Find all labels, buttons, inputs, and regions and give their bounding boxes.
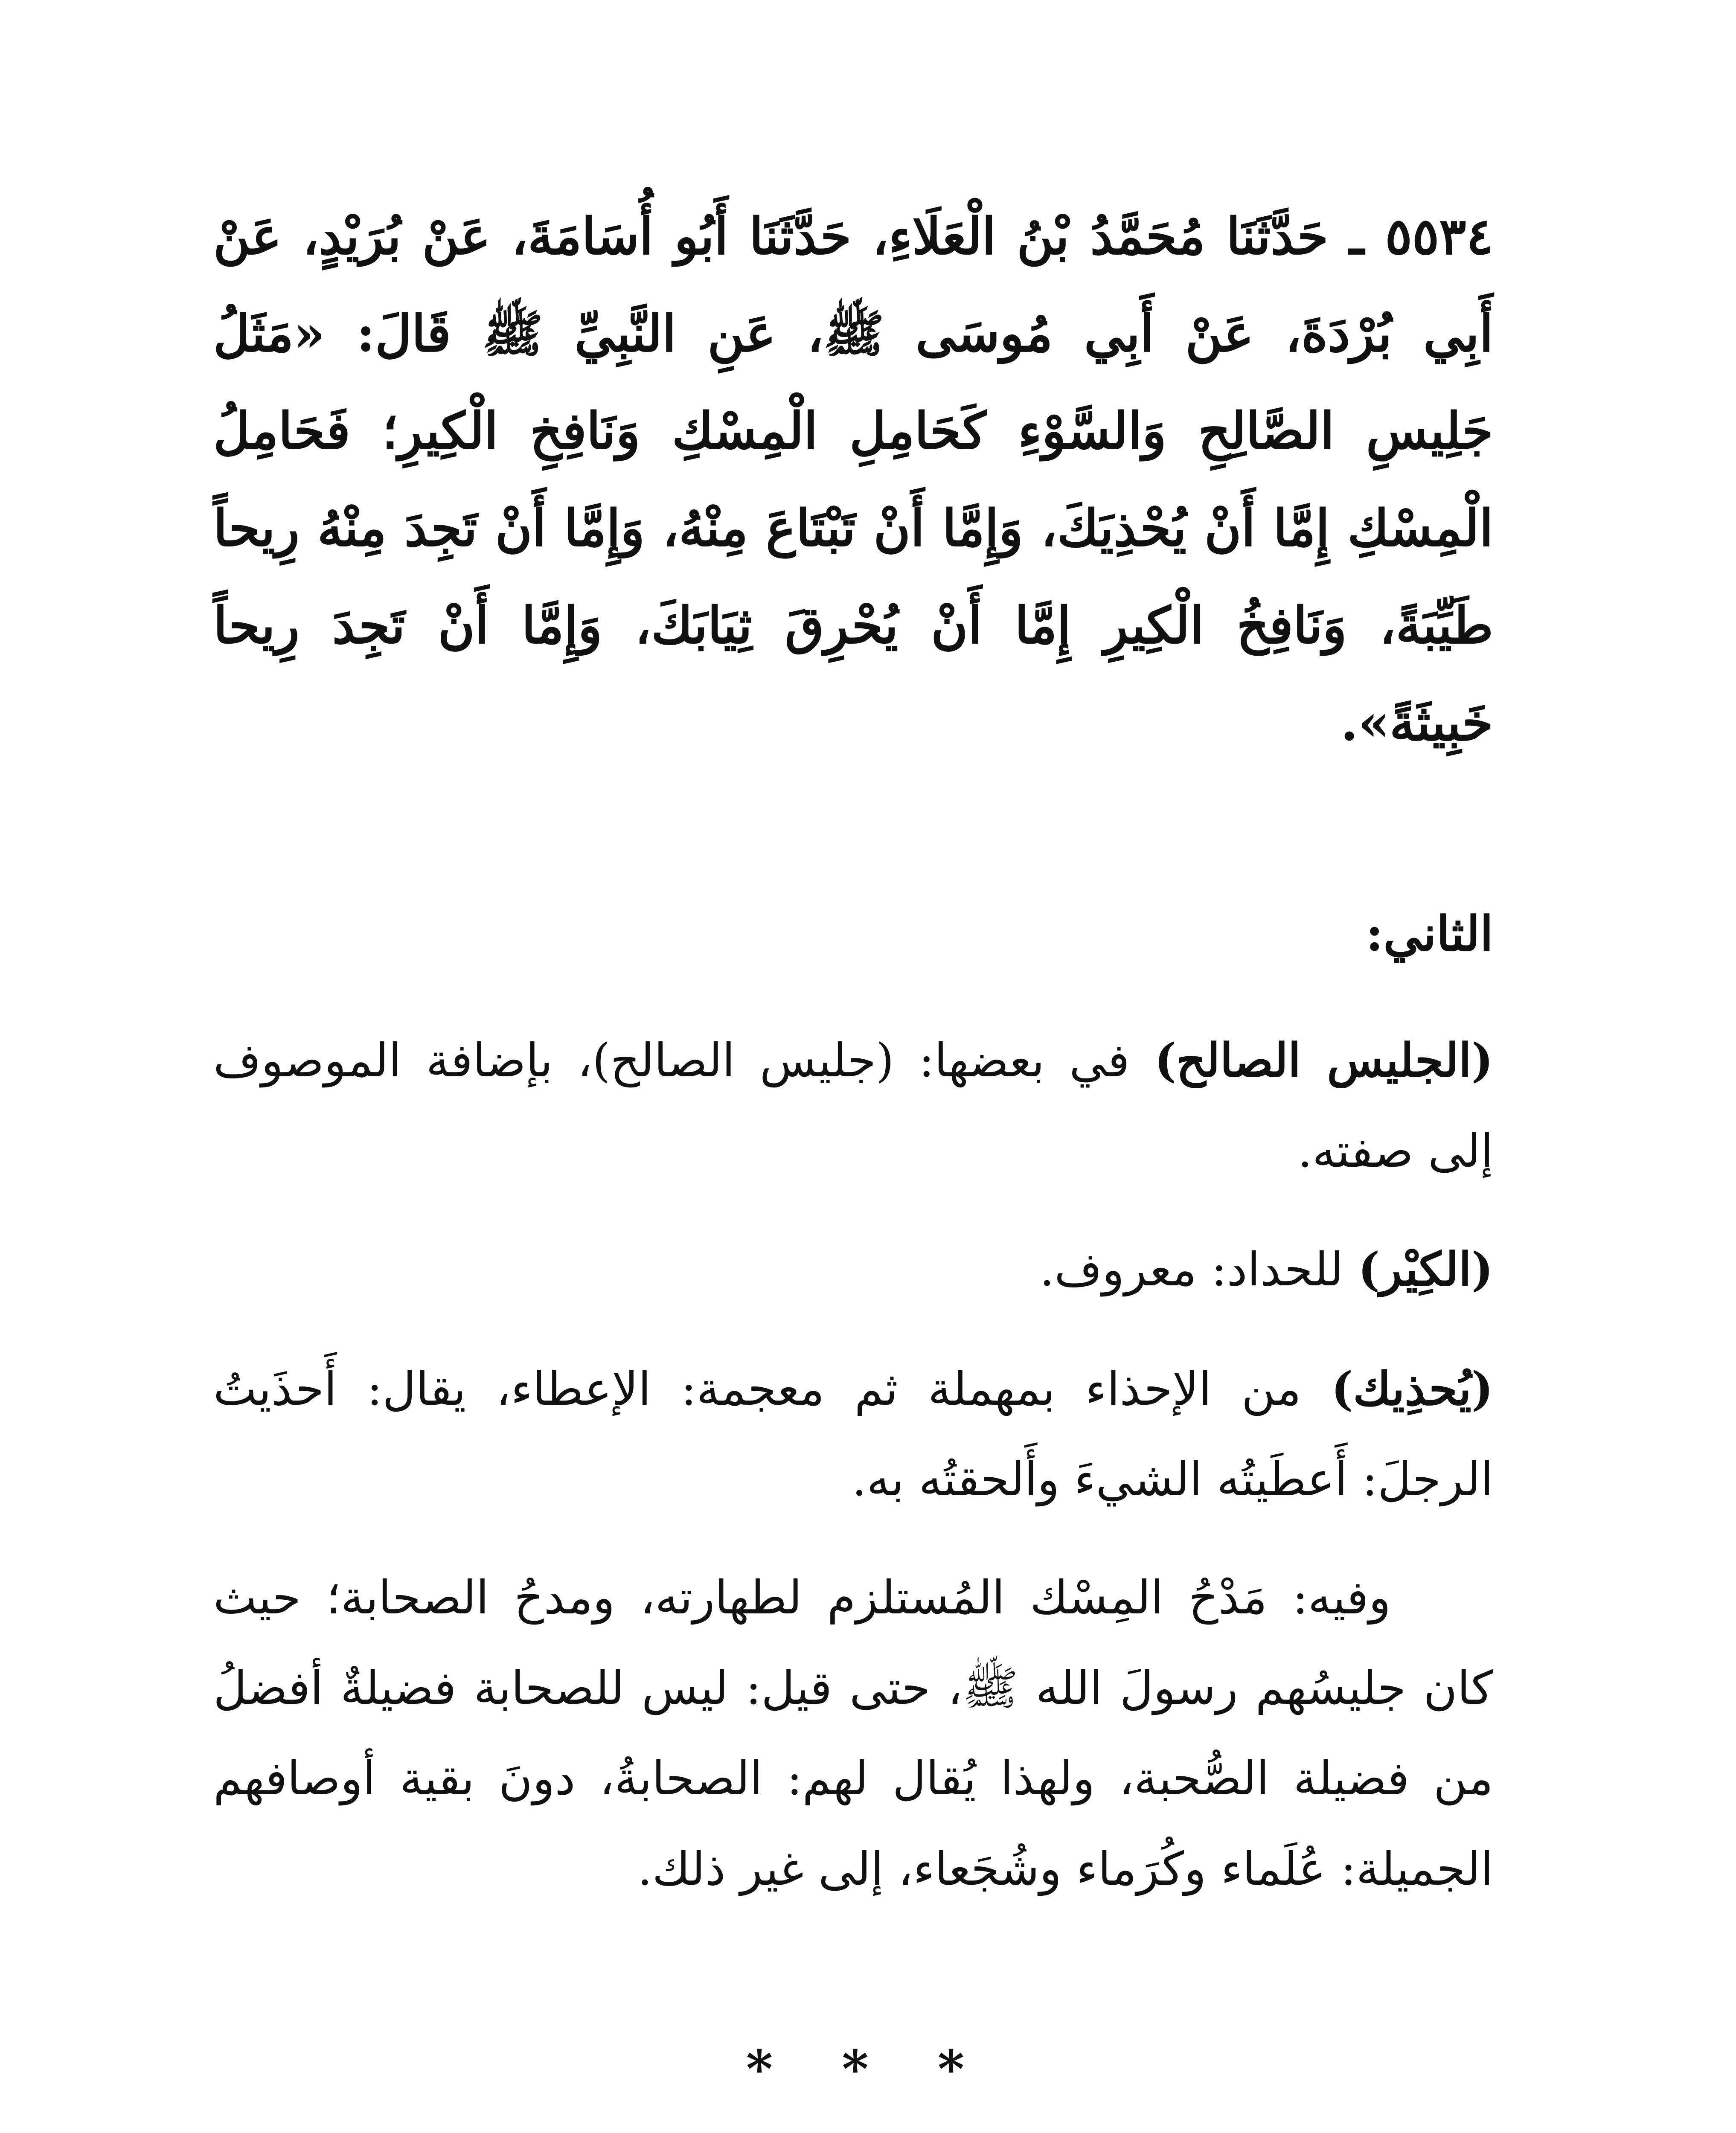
term-jalees-explanation: في بعضها: (جليس الصالح)، بإضافة الموصوف إلى صفته. bbox=[213, 1034, 1493, 1178]
commentary-paragraph-1 bbox=[213, 1015, 1493, 1197]
commentary-paragraph-3 bbox=[213, 1344, 1493, 1525]
commentary-paragraph-4: وفيه: مَدْحُ المِسْك المُستلزم لطهارته، ومدحُ الصحابة؛ حيث كان جليسُهم رسولَ الله ﷺ، حتى قيل: ليس للصحابة فضيلةٌ أفضلُ من فضيلة الصُّحبة، ولهذا يُقال لهم: الصحابةُ، دونَ بقية أوصافهم الجميلة: عُلَماء وكُرَماء وشُجَعاء، إلى غير ذلك. bbox=[213, 1571, 1493, 1896]
term-keer-explanation: للحداد: معروف. bbox=[1039, 1243, 1358, 1296]
commentary-paragraph-2 bbox=[213, 1224, 1493, 1315]
hadith-text bbox=[213, 188, 1493, 771]
section-separator: * * * bbox=[746, 2039, 990, 2099]
section-heading: الثاني: bbox=[1365, 906, 1493, 962]
term-yuhdhik-explanation: من الإحذاء بمهملة ثم معجمة: الإعطاء، يقال: أَحذَيتُ الرجلَ: أَعطَيتُه الشيءَ وأَلحقتُه به. bbox=[213, 1363, 1493, 1506]
term-jalees: (الجليس الصالح) bbox=[1154, 1034, 1493, 1087]
term-yuhdhik: (يُحذِيك) bbox=[1331, 1362, 1493, 1416]
term-keer: (الكِيْر) bbox=[1358, 1243, 1493, 1296]
hadith-paragraph: ٥٥٣٤ ـ حَدَّثَنَا مُحَمَّدُ بْنُ الْعَلَاءِ، حَدَّثَنَا أَبُو أُسَامَةَ، عَنْ بُرَيْدٍ، عَنْ أَبِي بُرْدَةَ، عَنْ أَبِي مُوسَى ﷺ، عَنِ النَّبِيِّ ﷺ قَالَ: «مَثَلُ جَلِيسِ الصَّالِحِ وَالسَّوْءِ كَحَامِلِ الْمِسْكِ وَنَافِخِ الْكِيرِ؛ فَحَامِلُ الْمِسْكِ إِمَّا أَنْ يُحْذِيَكَ، وَإِمَّا أَنْ تَبْتَاعَ مِنْهُ، وَإِمَّا أَنْ تَجِدَ مِنْهُ رِيحاً طَيِّبَةً، وَنَافِخُ الْكِيرِ إِمَّا أَنْ يُحْرِقَ ثِيَابَكَ، وَإِمَّا أَنْ تَجِدَ رِيحاً خَبِيثَةً». bbox=[213, 206, 1493, 752]
